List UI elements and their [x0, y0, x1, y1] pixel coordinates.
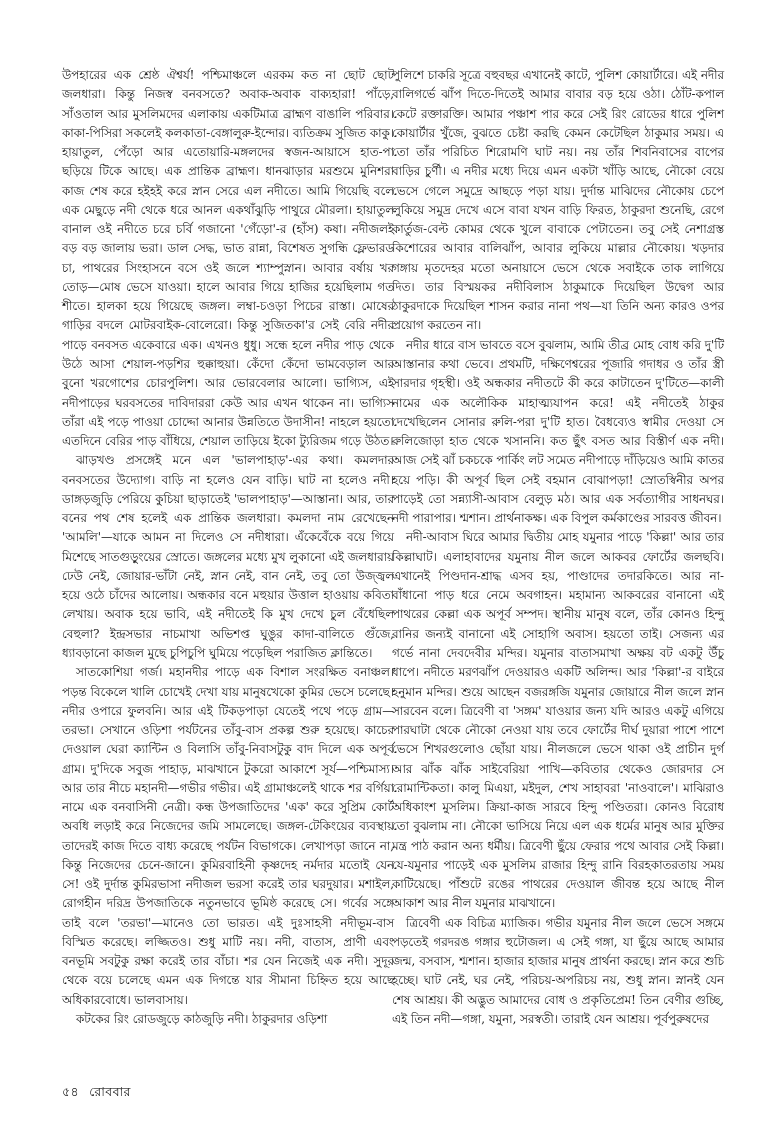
- left-text-column: [62, 66, 394, 1029]
- page-number: ৫৪: [62, 1084, 79, 1099]
- paragraph: নদীর ধারে বাস ভাবতে বসে বুঝলাম, আমি তীব্র মোহ বোধ করি দু'টি আস্তানার কথা ভেবে। প্রথমটি, দক্ষিণেশ্বরের পূজারি গদাধর ও তাঁর স্ত্রী সারদার গৃহস্থী। ওই অন্ধকার নদীতটে কী করে কাটাতেন দু'টিতে—কালী নামের এক অলৌকিক মাহাত্ম্যযাপন করে! এই নদীতেই ঠাকুর দেখেছিলেন সোনার রুলি-পরা দু'টি হাত। বৈধব্যেও স্বামীর দেওয়া সে রুলিজোড়া হাত থেকে খসাননি। কত ছুঁৎ বসত আর বিস্তীর্ণ এক নদী। আজ সেই ঝাঁ চকচকে পার্কিং লট সমেত নদীপাড়ে দাঁড়িয়েও আমি কাতর হয়ে পড়ি। কী অপূর্ব ছিল সেই বহমান বোঝাপড়া! স্রোতস্বিনীর অপর পাড়েই তো সন্ন্যাসী-আবাস বেলুড় মঠ। আর এক সর্বত্যাগীর সাধনঘর। নদী পারাপার। শ্মশান। প্রার্থনাকক্ষ। এক বিপুল কর্মকাণ্ডের সারবত্ত জীবন।: [392, 337, 724, 526]
- right-text-column: [392, 66, 724, 1029]
- paragraph: ত্রিবেণী এক বিচিত্র ম্যাজিক। গভীর যমুনার নীল জলে ভেসে সঙ্গমে পড়তেই গরদরঙ গঙ্গার হুটোজল। এ সেই গঙ্গা, যা ছুঁয়ে আছে আমার জন্ম, বসবাস, শ্মশান। হাজার হাজার মানুষ প্রার্থনা করছে। স্নান করে শুচি হচ্ছে। ঘাট নেই, ঘর নেই, পরিচয়-অপরিচয় নয়, শুধু স্নান। স্নানই যেন শেষ আশ্রয়। কী অদ্ভুত আমাদের বোধ ও প্রকৃতিপ্রেম! তিন বেণীর গুচ্ছি, এই তিন নদী—গঙ্গা, যমুনা, সরস্বতী। তারাই যেন আশ্রয়। পূর্বপুরুষদের: [392, 915, 724, 1027]
- paragraph: ঝাড়খণ্ড প্রসঙ্গেই মনে এল 'ভালপাহাড়'-এর কথা। কমলদার বনবসতের উদ্যোগ। বাড়ি না হলেও যেন বাড়ি। ঘাট না হলেও নদী। ডাঙ্গড়জুড়ি পেরিয়ে কুচিয়া ছাড়াতেই 'ভালপাহাড়'—আস্তানা। আর, তার বনের পথ শেষ হলেই এক প্রান্তিক জলধারা। কমলদা নাম রেখেছেন 'আমলি'—যাকে আমন না দিলেও সে নদীধারা। এঁকেবেঁকে বয়ে গিয়ে মিশেছে সাতগুড়ুংয়ের স্রোতে। জঙ্গলের মধ্যে মুখ লুকানো এই জলধারায় ঢেউ নেই, জোয়ার-ভাঁটা নেই, স্নান নেই, বান নেই, তবু তো উজ্জ্বল হয়ে ওঠে চাঁদের আলোয়। অন্ধকার বনে মহুয়ার উত্তাল হাওয়ায় কবিতা লেখায়। অবাক হয়ে ভাবি, এই নদীতেই কি মুখ দেখে চুল বেঁধেছিল বেহুলা? ইন্দ্রসভার নাচমাখা অভিশপ্ত ঘুঙুর কাদা-বালিতে গুঁজে, ধ্যাবড়ানো কাজল মুছে চুপিচুপি ঘুমিয়ে পড়েছিল পরাজিত ক্লান্তিতে।: [62, 453, 394, 660]
- page-footer: [62, 1084, 137, 1100]
- paragraph: উপহারের এক শ্রেষ্ঠ ঐশ্বর্য! পশ্চিমাঞ্চলে এরকম কত না ছোট ছোট জলধারা। কিন্তু নিজস্ব বনবসতে? অবাক-অবাক বাক্যহারা! পাঁড়ে, সাঁওতাল আর মুসলিমদের এলাকায় একটিমাত্র ব্রাহ্মণ বাঙালি পরিবার। কাকা-পিসিরা সকলেই কলকাতা-বেঙ্গালুরু-ইন্দোর। ব্যতিক্রম সুজিত কাকু। হায়াতুল, পেঁড়ো আর এতোয়ারি-মঙ্গলদের স্বজন-আয়াসে হাত-পা ছড়িয়ে টিকে আছে। এক প্রান্তিক ব্রাহ্মণ। ধানঝাড়ার মরশুমে মুনিশরা কাজ শেষ করে হইহই করে স্নান সেরে এল নদীতে। আমি গিয়েছি বলে এক মেছুড়ে নদী থেকে ধরে আনল একথাঁঝুড়ি পাথুরে মৌরলা। হায়াতুল বানাল ওই নদীতে চরে চর্বি গজানো 'গেঁড়ো'-র (হাঁস) কষা। নদীজলই বড় বড় জালায় ভরা। ডাল সেদ্ধ, ভাত রান্না, বিশেষত সুগন্ধি ফ্লেভারড চা, পাথরের সিংহাসনে বসে ওই জলে শ্যাম্পুস্নান। আবার বর্ষায় খর তোড়—মোষ ভেসে যাওয়া। হালে আবার গিয়ে হাজির হয়েছিলাম গত শীতে। হালকা হয়ে গিয়েছে জঙ্গল। লম্বা-চওড়া পিচের রাস্তা। মোষের গাড়ির বদলে মোটরবাইক-বোলেরো। কিন্তু সুজিতকা'র সেই বেরি নদীর পাড়ে বনবসত একেবারে এক। এখনও ধুধু। সন্ধে হলে নদীর পাড় থেকে উঠে আসা শেয়াল-পড়শির হুক্কাহুয়া। কেঁদো কেঁদো ভামবেড়াল আর বুনো খরগোশের চোরপুলিশ। আর ভোরবেলার আলো। ভাগ্যিস, এই নদীপাড়ের ঘরবসতের দাবিদাররা কেউ আর এখন থাকেন না। ভাগ্যিস তাঁরা এই পড়ে পাওয়া চোদ্দো আনার উন্নতিতে উদাসীন! নাহলে হয়তো এতদিনে বেরির পাড় বাঁধিয়ে, শেয়াল তাড়িয়ে ইকো ট্যুরিজম গড়ে উঠত।: [62, 68, 394, 449]
- paragraph: কটকের রিং রোডজুড়ে কাঠজুড়ি নদী। ঠাকুরদার ওড়িশা: [76, 1012, 328, 1027]
- paragraph: সাতকোশিয়া গর্জ। মহানদীর পাড়ে এক বিশাল সংরক্ষিত বনাঞ্চল। পড়ন্ত বিকেলে খালি চোখেই দেখা যায় মানুষখেকো কুমির ভেসে চলেছে। নদীর ওপারে ফুলবনি। আর এই টিকড়পাড়া যেতেই পথে পড়ে গ্রাম—তরভা। সেখানে ওড়িশা পর্যটনের তাঁবু-বাস প্রকল্প শুরু হয়েছে। কাচের দেওয়াল ঘেরা ক্যান্টিন ও বিলাসি তাঁবু-নিবাসটুকু বাদ দিলে এক অপূর্ব গ্রাম। দু'দিকে সবুজ পাহাড়, মাঝখানে টুকরো আকাশে সূর্য—পশ্চিমাস্য। আর তার নীচে মহানদী—গভীর গভীর। এই গ্রামাঞ্চলেই থাকে শর বর্গিয়া নামে এক বনবাসিনী নেত্রী। কন্ধ উপজাতিদের 'এক' করে সুপ্রিম কোর্ট অবধি লড়াই করে নিজেদের জমি সামলেছে। জঙ্গল-টেকিংয়ের ব্যবস্থায় তাদেরই কাজ দিতে বাধ্য করেছে পর্যটন বিভাগকে। লেখাপড়া জানে না, কিন্তু নিজেদের চেনে-জানে। কুমিরবাহিনী কৃষ্ণদেহ নর্মদার মতোই যেন সে! ওই দুর্দান্ত কুমিরভাসা নদীজল ভরসা করেই তার ঘরদুয়ার। মশাইল, রোগহীন দরিদ্র উপজাতিকে নতুনভাবে ভূমিষ্ঠ করেছে সে। গর্বের সঙ্গে তাই বলে 'তরভা'—মানেও তো ভারত। এই দুঃসাহসী নদীভূম-বাস বিস্মিত করেছে। লজ্জিতও। শুধু মাটি নয়। নদী, বাতাস, প্রাণী এবং বনভূমি সবটুকু রক্ষা করেই তার বাঁচা। শর যেন নিজেই এক নদী। সুদূর থেকে বয়ে চলেছে এমন এক দিগন্তে যার সীমানা চিহ্নিত হয়ে আছে অধিকারবোধে। ভালবাসায়।: [62, 665, 394, 1007]
- paragraph: নদী-আবাস ঘিরে আমার দ্বিতীয় মোহ যমুনার পাড়ে 'কিল্লা' আর তার কিল্লাঘাট। এলাহাবাদের যমুনায় নীল জলে আকবর ফোর্টের জলছবি। এখানেই পিণ্ডদান-শ্রাদ্ধ এসব হয়, পাণ্ডাদের তদারকিতে। আর না-বাঁধানো পাড় ধরে নেমে অবগাহন। মহামান্য আকবরের বানানো এই পাথরের কেল্লা এক অপূর্ব সম্পদ। স্থানীয় মানুষ বলে, তাঁর কোনও হিন্দু রানির জন্যই বানানো এই সোহাগি অবাস। হয়তো তাই। সেজন্য এর গর্ভে নানা দেবদেবীর মন্দির। যমুনার বাতাসমাখা অক্ষয় বট একটু উঁচু ধাপে। নদীতে মরণঝাঁপ দেওয়ারও একটি অলিন্দ। আর 'কিল্লা'-র বাইরে হনুমান মন্দির। শুয়ে আছেন বজরঙ্গজি যমুনার জোয়ারে নীল জলে স্নান সারবেন বলে। ত্রিবেণী বা 'সঙ্গম' যাওয়ার জন্য যদি আরও একটু এগিয়ে পারঘাটা থেকে নৌকো নেওয়া যায় তবে ফোর্টের দীর্ঘ দুয়ারা পাশে পাশে ভেসে শিখরগুলোও ছোঁয়া যায়। নীলজলে ভেসে থাকা ওই প্রাচীন দুর্গ আর ঝাঁক ঝাঁক সাইবেরিয়া পাখি—কবিতার থেকেও জোরদার সে রোমান্টিকতা। কালু মিএয়া, মইদুল, শেখ সাহাবরা 'নাওবালে'। মাঝিরাও অধিকাংশ মুসলিম। ক্রিয়া-কাজ সারবে হিন্দু পণ্ডিতরা। কোনও বিরোধ তো বুঝলাম না। নৌকো ভাসিয়ে নিয়ে এল এক ধর্মের মানুষ আর মুক্তির মন্ত্র পাঠ করান অন্য ধর্মীয়। ত্রিবেণী ছুঁয়ে ফেরার পথে আবার সেই কিল্লা। যে-যমুনার পাড়েই এক মুসলিম রাজার হিন্দু রানি বিরহকাতরতায় সময় কাটিয়েছে। পাঁশুটে রঙের পাথরের দেওয়াল জীবন্ত হয়ে আছে নীল আকাশ আর নীল যমুনার মাঝখানে।: [392, 530, 724, 911]
- paragraph: পুলিশে চাকরি সূত্রে বহুবছর এখানেই কাটে, পুলিশ কোয়ার্টারে। এই নদীর বালিগর্ভে ঝাঁপ দিতে-দিতেই আমার বাবার বড় হয়ে ওঠা। ঠোঁট-কপাল কেটে রক্তারক্তি। আমার পঞ্চাশ পার করে সেই রিং রোডের ধারে পুলিশ কোয়ার্টার খুঁজে, বুঝতে চেষ্টা করছি কেমন কেটেছিল ঠাকুমার সময়। এ তো তাঁর পরিচিত শিরোমণি ঘাট নয়। নয় তাঁর শিবনিবাসের বাপের বাড়ির চুর্ণী। এ নদীর মধ্যে দিয়ে এমন একটা খাঁড়ি আছে, নৌকো বেয়ে ভেসে গেলে সমুদ্রে আছড়ে পড়া যায়। দুর্দান্ত মাঝিদের নৌকোয় চেপে লুকিয়ে সমুদ্র দেখে এসে বাবা যখন বাড়ি ফিরত, ঠাকুরদা শুনেছি, রেগে কার্তুজ-বেল্ট কোমর থেকে খুলে বাবাকে পেটাতেন। তবু সেই নেশাগ্রস্ত কিশোরের আবার বালিঝাঁপ, আবার লুকিয়ে মাল্লার নৌকোয়। খড়দার গঙ্গায় মৃতদেহর মতো অনায়াসে ভেসে থেকে সবাইকে তাক লাগিয়ে দিত। তার বিস্ময়কর নদীবিলাস ঠাকুমাকে দিয়েছিল উদ্বেগ আর ঠাকুরদাকে দিয়েছিল শাসন করার নানা পথ—যা তিনি অন্য কারও ওপর প্রয়োগ করতেন না।: [392, 68, 724, 333]
- section-name: রোববার: [89, 1084, 131, 1099]
